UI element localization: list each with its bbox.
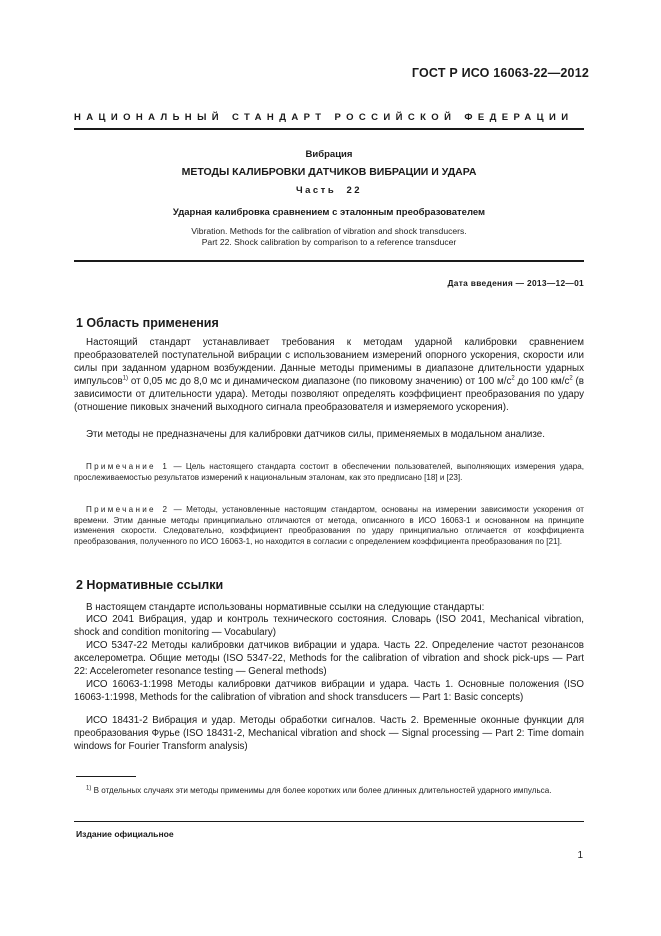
part-word: Часть [295, 185, 337, 196]
standard-title: МЕТОДЫ КАЛИБРОВКИ ДАТЧИКОВ ВИБРАЦИИ И УДАРА [181, 166, 477, 178]
footnote-marker: 1) [86, 785, 92, 792]
note-label: Примечание 2 [86, 505, 170, 514]
reference-item: ИСО 18431-2 Вибрация и удар. Методы обработки сигналов. Часть 2. Временные оконные функции для преобразования Фурье (ISO 18431-2, Mechanical vibration and shock — Signal processing — Part 2: Time domain windows for Fourier Transform analysis) [74, 715, 584, 752]
paragraph: В настоящем стандарте использованы нормативные ссылки на следующие стандарты: [86, 602, 485, 613]
reference-item: ИСО 5347-22 Методы калибровки датчиков вибрации и удара. Часть 22. Определение частот резонансов акселерометра. Общие методы (ISO 5347-22, Methods for the calibration of vibration and shock pick-ups — Part 22: Accelerometer resonance testing — General methods) [74, 640, 584, 677]
divider [74, 821, 584, 822]
superscript: 2 [569, 375, 573, 382]
national-standard-banner: НАЦИОНАЛЬНЫЙ СТАНДАРТ РОССИЙСКОЙ ФЕДЕРАЦИИ [74, 112, 574, 123]
standard-subtitle: Ударная калибровка сравнением с эталонным преобразователем [172, 207, 486, 218]
page-number: 1 [577, 850, 583, 861]
paragraph-text: от 0,05 мс до 8,0 мс и динамическом диапазоне (по пиковому значению) от 100 м/с [128, 375, 512, 387]
superscript: 2 [511, 375, 515, 382]
english-title-line: Part 22. Shock calibration by comparison to a reference transducer [201, 237, 457, 247]
document-code: ГОСТ Р ИСО 16063-22—2012 [411, 66, 589, 80]
footnote-rule [76, 776, 136, 777]
english-title-line: Vibration. Methods for the calibration of vibration and shock transducers. [191, 226, 467, 236]
paragraph-text: Настоящий стандарт устанавливает требования к методам ударной калибровки сравнением преобразователей поступательной вибрации с использованием измерений опорного ускорения, скорости или силы при заданном ударном возбуждении. Данные методы применимы в диапазоне длительности ударных импульсов [74, 337, 584, 387]
intro-date: Дата введения — 2013—12—01 [447, 278, 584, 288]
note-label: Примечание 1 [86, 462, 170, 471]
standard-subject: Вибрация [305, 149, 353, 160]
standard-part [74, 185, 584, 196]
reference-item: ИСО 16063-1:1998 Методы калибровки датчиков вибрации и удара. Часть 1. Основные положения (ISO 16063-1:1998, Methods for the calibration of vibration and shock transducers — Part 1: Basic concepts) [74, 679, 584, 703]
note-text: — Методы, установленные настоящим стандартом, основаны на измерении зависимости ускорения от времени. Этим данные методы принципиально отличаются от метода, описанного в ИСО 16063-1 и основанном на принципе изменения скорости. Следовательно, коэффициент преобразования по удару принципиально отличается от коэффициента преобразования, полученного по ИСО 16063-1, но находится в согласии с определением коэффициента преобразования по [21]. [74, 505, 584, 547]
divider [74, 128, 584, 130]
footnote-ref[interactable]: 1) [122, 375, 129, 382]
divider [74, 260, 584, 262]
note-text: — Цель настоящего стандарта состоит в обеспечении пользователей, выполняющих измерения удара, прослеживаемостью результатов измерений к национальным эталонам, как это предписано [18] и [23]. [74, 462, 585, 482]
reference-item: ИСО 2041 Вибрация, удар и контроль технического состояния. Словарь (ISO 2041, Mechanical vibration, shock and condition monitoring — Vocabulary) [74, 614, 584, 638]
paragraph-text: до 100 км/с [514, 375, 570, 387]
note [74, 505, 584, 548]
footnote-text: В отдельных случаях эти методы применимы для более коротких или более длинных длительностей ударного импульса. [91, 786, 552, 795]
section-heading: 1 Область применения [76, 316, 219, 330]
part-number: 22 [346, 185, 363, 196]
edition-label: Издание официальное [76, 829, 174, 839]
paragraph: Эти методы не предназначены для калибровки датчиков силы, применяемых в модальном анализе. [86, 429, 545, 440]
footnote [74, 786, 584, 797]
paragraph [74, 337, 584, 414]
paragraph-text: (в зависимости от длительности удара). Методы позволяют определять коэффициент преобразования по удару (отношение пиковых значений выходного сигнала преобразователя и измеряемого ускорения). [74, 375, 584, 413]
note [74, 462, 584, 483]
section-heading: 2 Нормативные ссылки [76, 578, 224, 592]
